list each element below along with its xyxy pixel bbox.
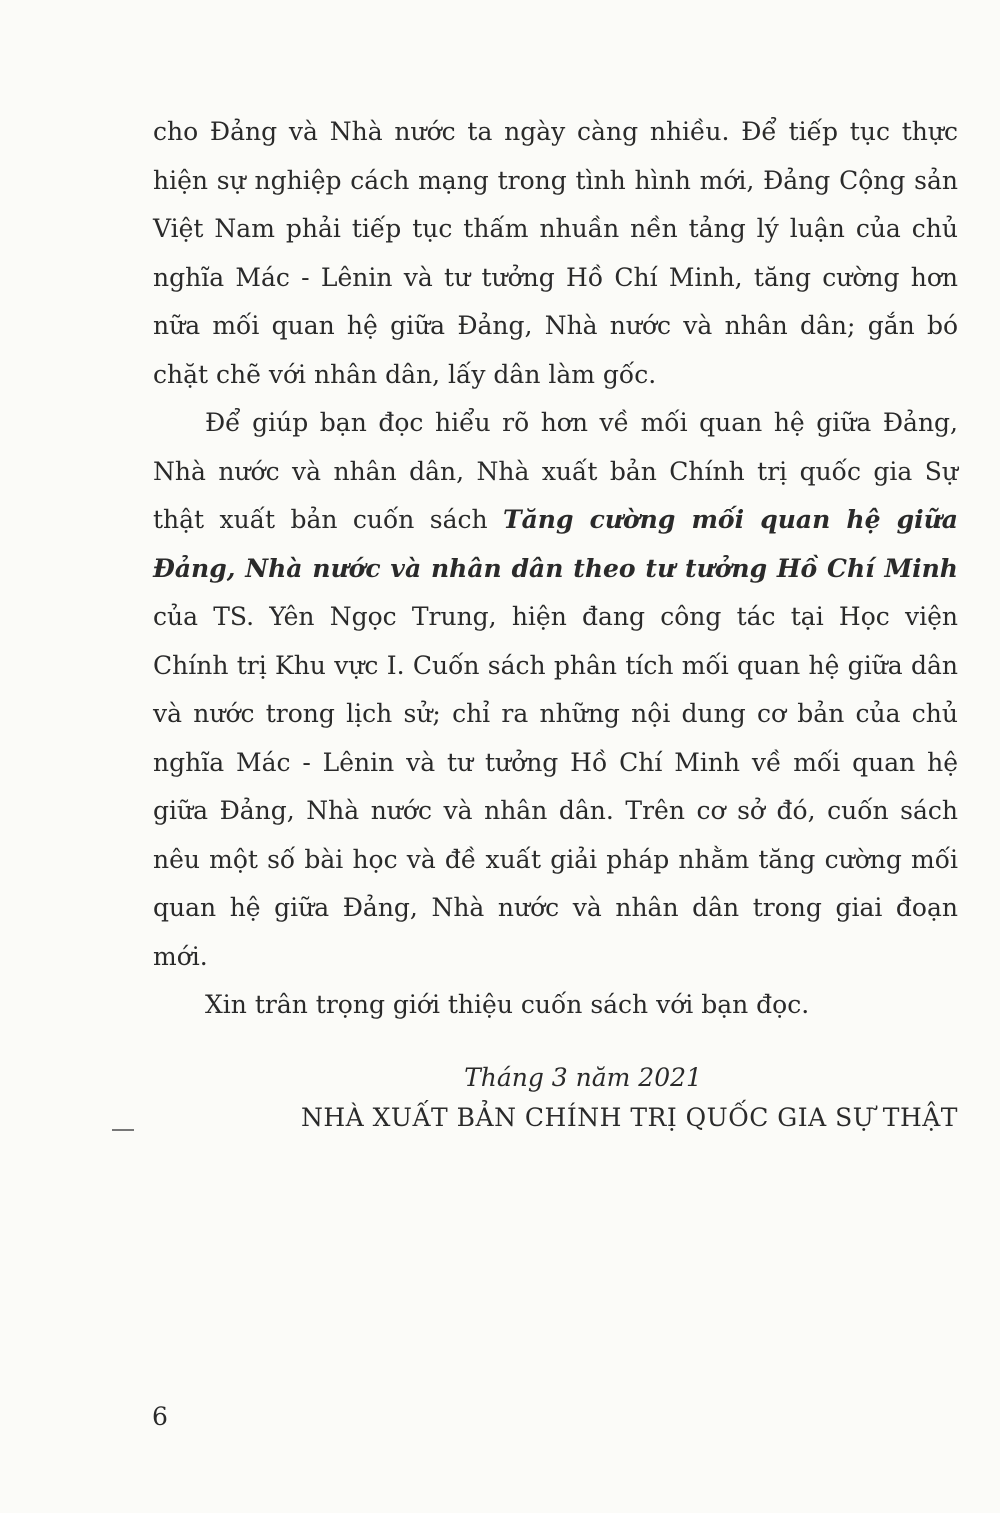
- document-body: [153, 108, 958, 1138]
- page-number: 6: [152, 1402, 168, 1431]
- paragraph-book-introduction: [153, 399, 958, 981]
- paragraph-closing: Xin trân trọng giới thiệu cuốn sách với bạn đọc.: [205, 990, 810, 1019]
- margin-dash-mark: [112, 1129, 134, 1131]
- signature-date: Tháng 3 năm 2021: [464, 1062, 702, 1092]
- book-title: Tăng cường mối quan hệ giữa Đảng, Nhà nước và nhân dân theo tư tưởng Hồ Chí Minh: [153, 505, 958, 583]
- intro-text-before: Để giúp bạn đọc hiểu rõ hơn về mối quan hệ giữa Đảng, Nhà nước và nhân dân, Nhà xuất bản Chính trị quốc gia Sự thật xuất bản cuốn sách: [153, 408, 958, 534]
- intro-text-after: của TS. Yên Ngọc Trung, hiện đang công tác tại Học viện Chính trị Khu vực I. Cuốn sách phân tích mối quan hệ giữa dân và nước trong lịch sử; chỉ ra những nội dung cơ bản của chủ nghĩa Mác - Lênin và tư tưởng Hồ Chí Minh về mối quan hệ giữa Đảng, Nhà nước và nhân dân. Trên cơ sở đó, cuốn sách nêu một số bài học và đề xuất giải pháp nhằm tăng cường mối quan hệ giữa Đảng, Nhà nước và nhân dân trong giai đoạn mới.: [153, 602, 958, 971]
- paragraph-continuation: cho Đảng và Nhà nước ta ngày càng nhiều. Để tiếp tục thực hiện sự nghiệp cách mạng trong tình hình mới, Đảng Cộng sản Việt Nam phải tiếp tục thấm nhuần nền tảng lý luận của chủ nghĩa Mác - Lênin và tư tưởng Hồ Chí Minh, tăng cường hơn nữa mối quan hệ giữa Đảng, Nhà nước và nhân dân; gắn bó chặt chẽ với nhân dân, lấy dân làm gốc.: [153, 117, 958, 389]
- signature-publisher: NHÀ XUẤT BẢN CHÍNH TRỊ QUỐC GIA SỰ THẬT: [300, 1102, 958, 1132]
